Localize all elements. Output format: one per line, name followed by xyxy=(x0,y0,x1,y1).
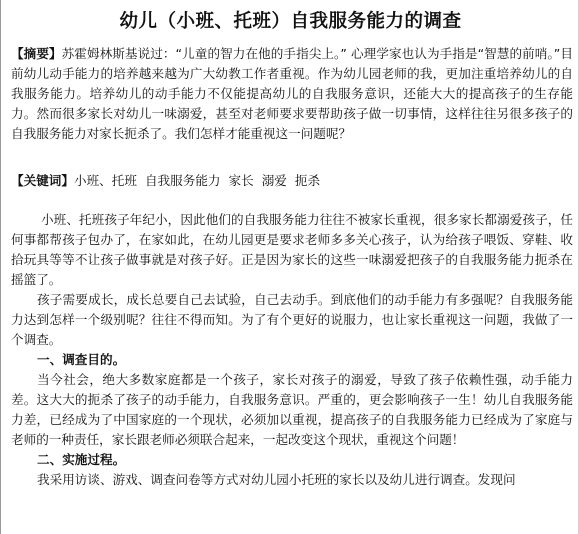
abstract-paragraph xyxy=(11,44,573,144)
abstract-tag: 【摘要】 xyxy=(11,46,62,61)
abstract-text: 苏霍姆林斯基说过：“儿童的智力在他的手指尖上。” 心理学家也认为手指是“智慧的前哨。”目前幼儿动手能力的培养越来越为广大幼教工作者重视。作为幼儿园老师的我，更加注重培养幼儿的自我服务能力。培养幼儿的动手能力不仅能提高幼儿的自我服务意识，还能大大的提高孩子的生存能力。然而很多家长对幼儿一味溺爱，甚至对老师要求要帮助孩子做一切事情，这样往往另很多孩子的自我服务能力对家长扼杀了。我们怎样才能重视这一问题呢？ xyxy=(11,46,573,141)
section-2-paragraph: 我采用访谈、游戏、调查问卷等方式对幼儿园小托班的家长以及幼儿进行调查。发现问 xyxy=(37,472,516,487)
keywords-tag: 【关键词】 xyxy=(11,173,74,188)
document-body xyxy=(11,210,573,490)
intro-paragraph-1: 小班、托班孩子年纪小，因此他们的自我服务能力往往不被家长重视，很多家长都溺爱孩子，任何事都帮孩子包办了，在家如此，在幼儿园更是要求老师多多关心孩子，认为给孩子喂饭、穿鞋、收拾玩具等等不让孩子做事就是对孩子好。正是因为家长的这些一味溺爱把孩子的自我服务能力扼杀在摇篮了。 xyxy=(11,212,573,287)
section-2-heading: 二、实施过程。 xyxy=(37,452,126,467)
section-1-paragraph: 当今社会，绝大多数家庭都是一个孩子，家长对孩子的溺爱，导致了孩子依赖性强，动手能力差。这大大的扼杀了孩子的动手能力，自我服务意识。严重的，更会影响孩子一生！幼儿自我服务能力差，已经成为了中国家庭的一个现状，必须加以重视，提高孩子的自我服务能力已经成为了家庭与老师的一种责任，家长跟老师必须联合起来，一起改变这个现状，重视这个问题！ xyxy=(11,372,573,447)
document-title: 幼儿（小班、托班）自我服务能力的调查 xyxy=(119,11,462,32)
keywords-line xyxy=(11,171,573,191)
section-1-heading: 一、调查目的。 xyxy=(37,352,126,367)
intro-paragraph-2: 孩子需要成长，成长总要自己去试验，自己去动手。到底他们的动手能力有多强呢？自我服务能力达到怎样一个级别呢？往往不得而知。为了有个更好的说服力，也让家长重视这一问题，我做了一个调查。 xyxy=(11,292,573,347)
keywords-text: 小班、托班 自我服务能力 家长 溺爱 扼杀 xyxy=(73,173,321,188)
